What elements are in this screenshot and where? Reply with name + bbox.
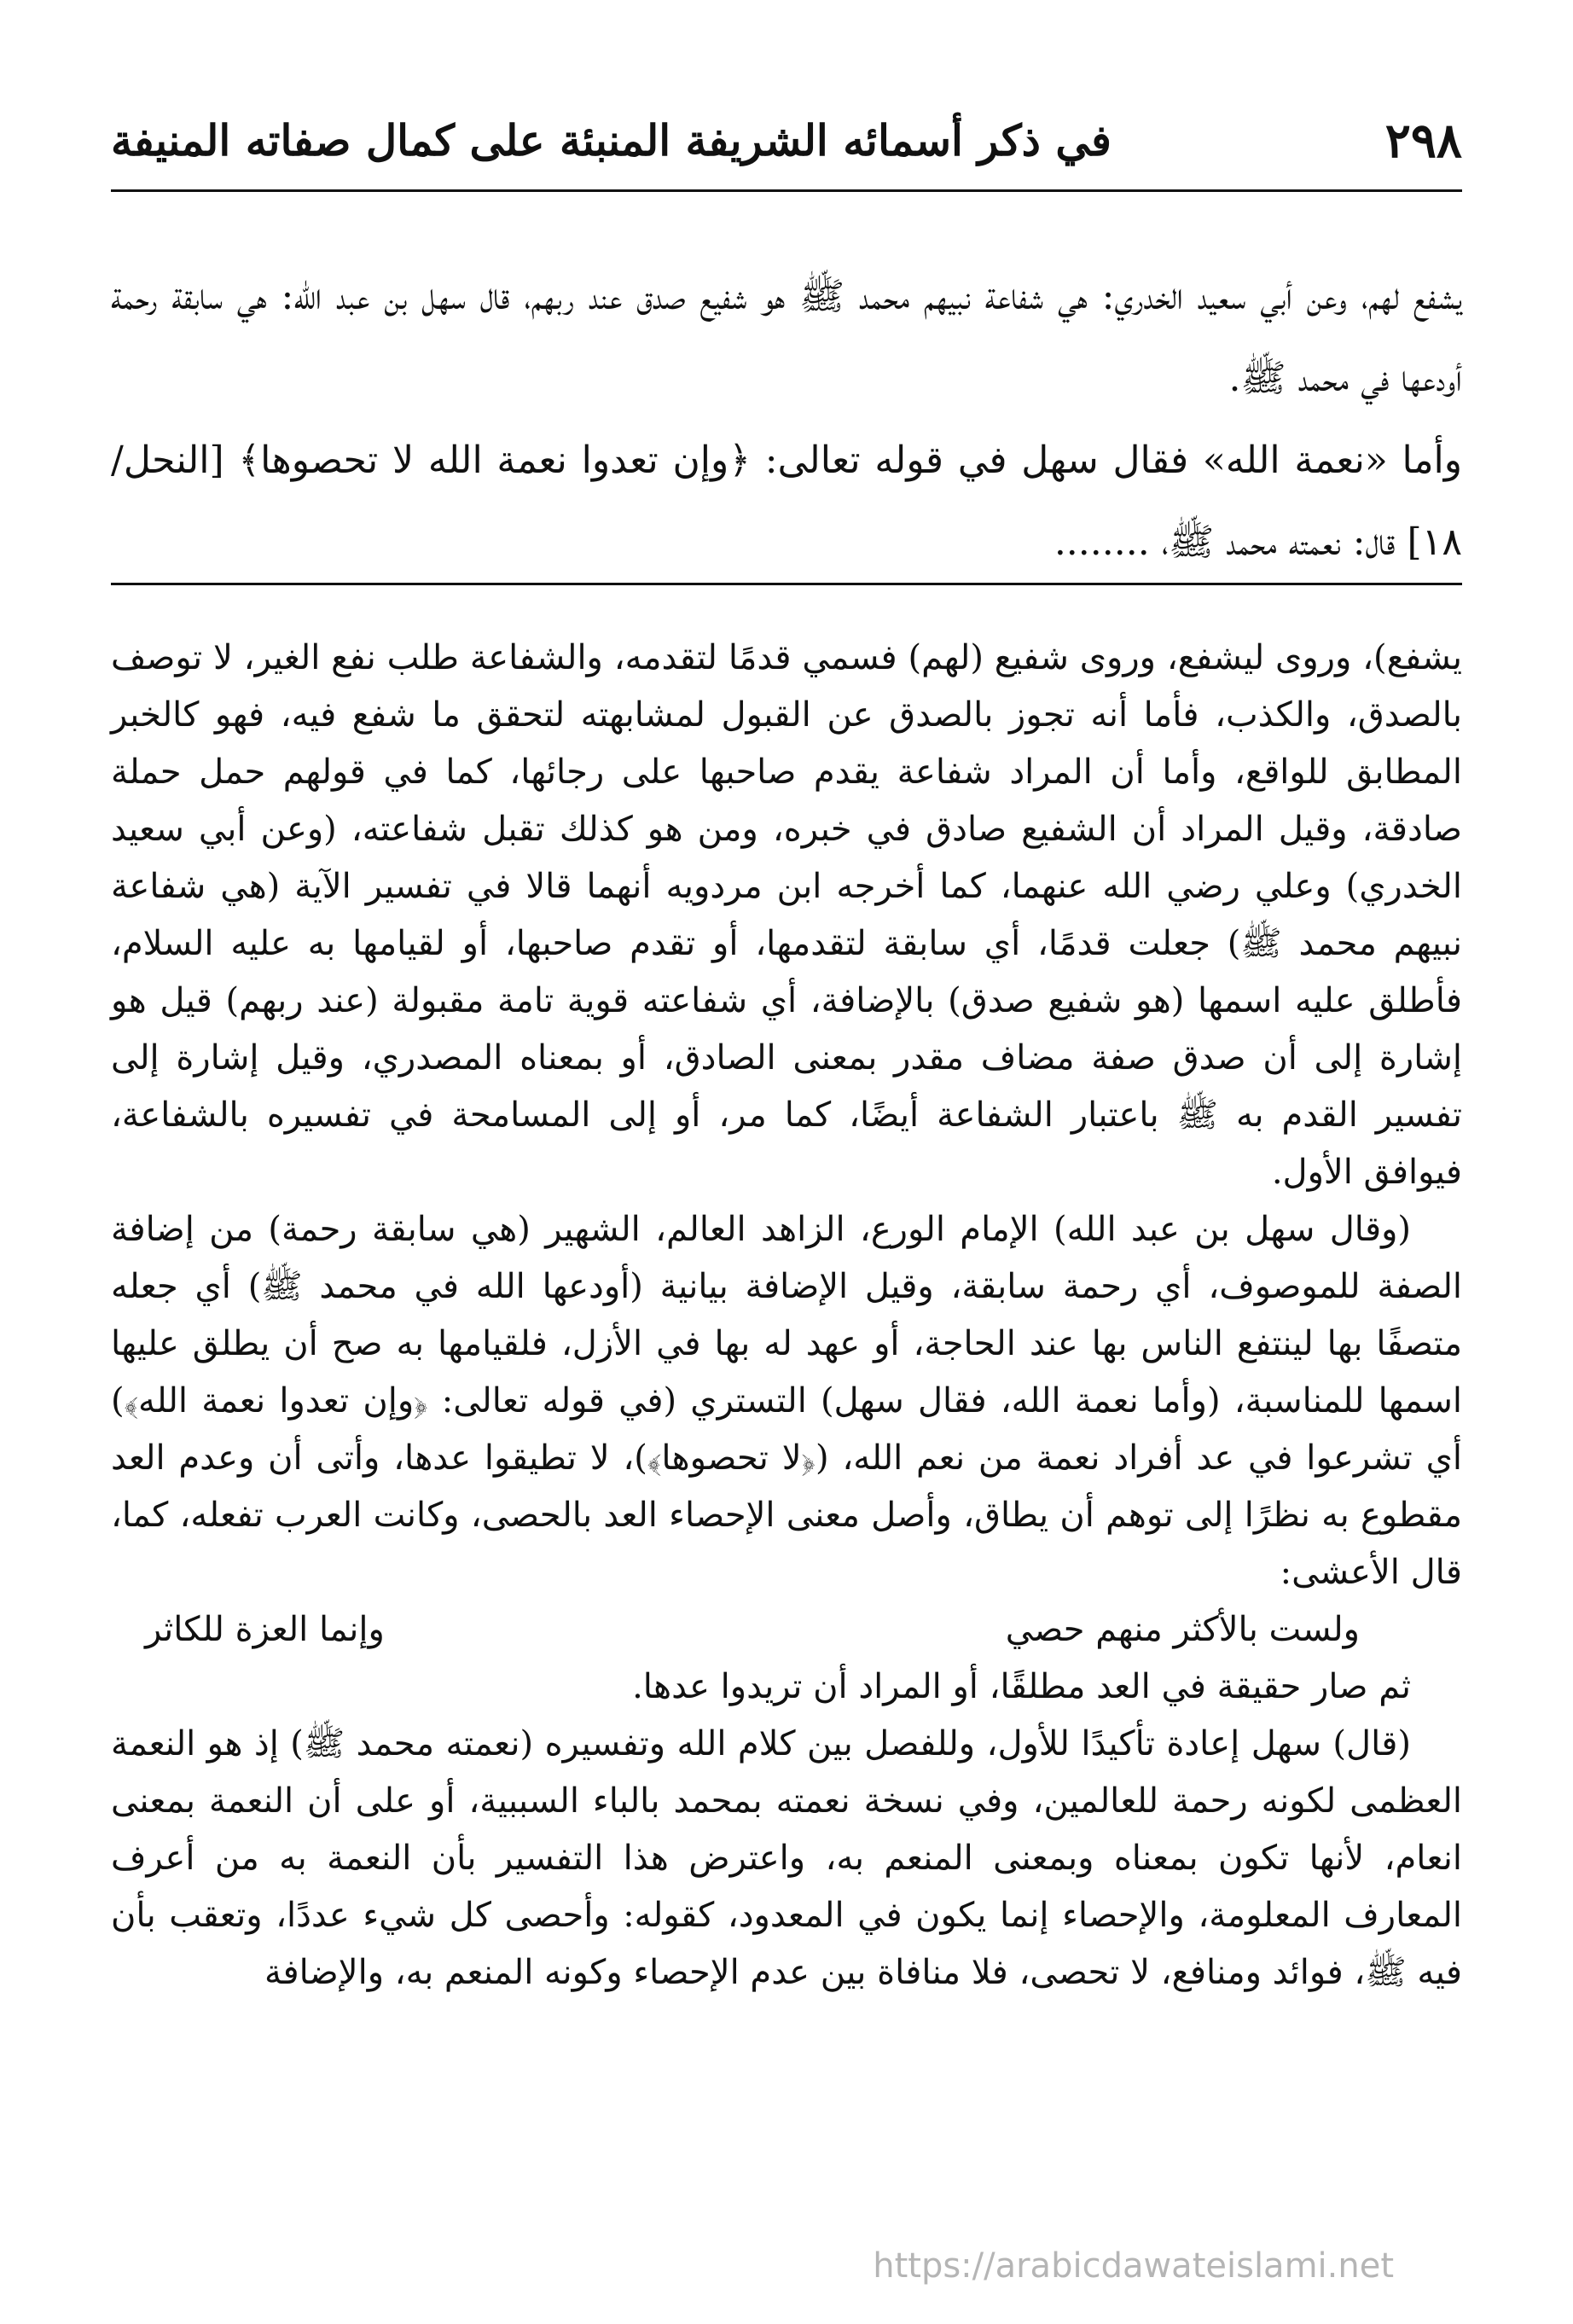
commentary-text (111, 630, 1462, 2002)
commentary-paragraph: (وقال سهل بن عبد الله) الإمام الورع، الزاهد العالم، الشهير (هي سابقة رحمة) من إضافة الصفة للموصوف، أي رحمة سابقة، وقيل الإضافة بيانية (أودعها الله في محمد ﷺ) أي جعله متصفًا بها لينتفع الناس بها عند الحاجة، أو عهد له بها في الأزل، فلقيامها به صح أن يطلق عليها اسمها للمناسبة، (وأما نعمة الله، فقال سهل) التستري (في قوله تعالى: ﴿وإن تعدوا نعمة الله﴾) أي تشرعوا في عد أفراد نعمة من نعم الله، (﴿لا تحصوها﴾)، لا تطيقوا عدها، وأتى أن وعدم العد مقطوع به نظرًا إلى توهم أن يطاق، وأصل معنى الإحصاء العد بالحصى، وكانت العرب تفعله، كما، قال الأعشى: (111, 1210, 1462, 1592)
main-text (111, 256, 1462, 584)
page-number: ٢٩٨ (1384, 113, 1462, 169)
commentary-paragraph: ثم صار حقيقة في العد مطلقًا، أو المراد أن تريدوا عدها. (632, 1667, 1411, 1706)
running-title: في ذكر أسمائه الشريفة المنبئة على كمال صفاته المنيفة (111, 115, 1112, 166)
source-watermark: https://arabicdawateislami.net (873, 2246, 1394, 2286)
separator-rule (111, 583, 1462, 585)
verse-hemistich: ولست بالأكثر منهم حصي (1005, 1610, 1360, 1649)
main-text-paragraph: وأما «نعمة الله» فقال سهل في قوله تعالى: ﴿وإن تعدوا نعمة الله لا تحصوها﴾ [النحل/ ١٨] قال: نعمته محمد ﷺ، ........ (111, 439, 1462, 564)
commentary-paragraph: (قال) سهل إعادة تأكيدًا للأول، وللفصل بين كلام الله وتفسيره (نعمته محمد ﷺ) إذ هو النعمة العظمى لكونه رحمة للعالمين، وفي نسخة نعمته بمحمد بالباء السببية، أو على أن النعمة بمعنى انعام، لأنها تكون بمعناه وبمعنى المنعم به، واعترض هذا التفسير بأن النعمة به من أعرف المعارف المعلومة، والإحصاء إنما يكون في المعدود، كقوله: وأحصى كل شيء عددًا، وتعقب بأن فيه ﷺ، فوائد ومنافع، لا تحصى، فلا منافاة بين عدم الإحصاء وكونه المنعم به، والإضافة (111, 1724, 1462, 1992)
commentary-paragraph: يشفع)، وروى ليشفع، وروى شفيع (لهم) فسمي قدمًا لتقدمه، والشفاعة طلب نفع الغير، لا توصف بالصدق، والكذب، فأما أنه تجوز بالصدق عن القبول لمشابهته لتحقق ما شفع فيه، فهو كالخبر المطابق للواقع، وأما أن المراد شفاعة يقدم صاحبها على رجائها، كما في قولهم حمل حملة صادقة، وقيل المراد أن الشفيع صادق في خبره، ومن هو كذلك تقبل شفاعته، (وعن أبي سعيد الخدري) وعلي رضي الله عنهما، كما أخرجه ابن مردويه أنهما قالا في تفسير الآية (هي شفاعة نبيهم محمد ﷺ) جعلت قدمًا، أي سابقة لتقدمها، أو تقدم صاحبها، أو لقيامها به عليه السلام، فأطلق عليه اسمها (هو شفيع صدق) بالإضافة، أي شفاعته قوية تامة مقبولة (عند ربهم) قيل هو إشارة إلى أن صدق صفة مضاف مقدر بمعنى الصادق، أو بمعناه المصدري، وقيل إشارة إلى تفسير القدم به ﷺ باعتبار الشفاعة أيضًا، كما مر، أو إلى المسامحة في تفسيره بالشفاعة، فيوافق الأول. (111, 638, 1463, 1192)
page-header (111, 111, 1462, 171)
header-rule (111, 189, 1462, 192)
verse-hemistich: وإنما العزة للكاثر (145, 1610, 385, 1649)
main-text-paragraph: يشفع لهم، وعن أبي سعيد الخدري: هي شفاعة نبيهم محمد ﷺ هو شفيع صدق عند ربهم، قال سهل بن عبد الله: هي سابقة رحمة أودعها في محمد ﷺ. (111, 275, 1462, 400)
poetry-verse (111, 1601, 1462, 1659)
